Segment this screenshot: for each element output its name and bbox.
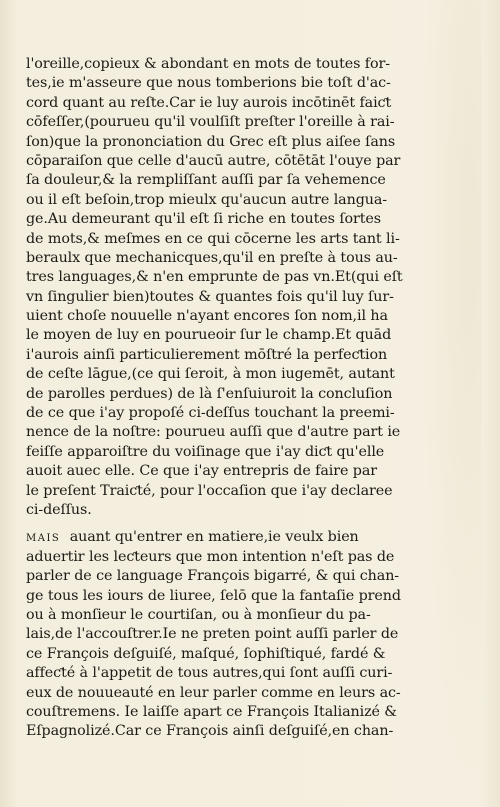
- text-line: l'oreille,copieux & abondant en mots de toutes for-: [26, 56, 390, 72]
- text-line: i'aurois ainſi particulierement mōſtré la perfeƈtion: [26, 346, 388, 363]
- text-line: ge tous les iours de liuree, ſelō que la fantaſie prend: [26, 587, 401, 604]
- paragraph-gap: [26, 520, 458, 528]
- opening-line-text: auant qu'entrer en matiere,ie veulx bien: [69, 529, 359, 546]
- text-line: de mots,& meſmes en ce qui cōcerne les arts tant li-: [26, 230, 400, 247]
- text-line: de ce que i'ay propoſé ci-deſſus touchant la preemi-: [26, 405, 395, 422]
- opening-word: MAIS: [26, 533, 61, 545]
- paragraph-opening-line: [26, 528, 458, 547]
- text-line: Eſpagnolizé.Car ce François ainſi deſguiſé,en chan-: [26, 723, 394, 740]
- text-line: cord quant au reſte.Car ie luy aurois incōtinēt faiƈt: [26, 94, 392, 111]
- text-line: uient choſe nouuelle n'ayant encores ſon nom,il ha: [26, 308, 388, 325]
- text-line: ci-deſſus.: [26, 501, 92, 518]
- text-line: le moyen de luy en pourueoir ſur le champ.Et quād: [26, 327, 392, 344]
- text-line: aduertir les leƈteurs que mon intention n'eſt pas de: [26, 548, 395, 565]
- text-line: lais,de l'accouſtrer.Ie ne preten point auſſi parler de: [26, 626, 399, 643]
- text-line: ſa douleur,& la rempliſſant auſſi par ſa vehemence: [26, 172, 386, 189]
- text-line: tes,ie m'asseure que nous tomberions bie toſt d'ac-: [26, 75, 391, 92]
- text-line: parler de ce language François bigarré, & qui chan-: [26, 568, 400, 585]
- text-line: tres languages,& n'en emprunte de pas vn.Et(qui eſt: [26, 269, 403, 286]
- text-line: ge.Au demeurant qu'il eſt ſi riche en toutes ſortes: [26, 211, 382, 228]
- text-line: de parolles perdues) de là ſ'enſuiuroit la concluſion: [26, 385, 393, 402]
- text-line: cōfeſſer,(pourueu qu'il voulſiſt preſter l'oreille à rai-: [26, 114, 395, 131]
- text-line: auoit auec elle. Ce que i'ay entrepris de faire par: [26, 463, 378, 480]
- text-line: de ceſte lāgue,(ce qui ſeroit, à mon iugemēt, autant: [26, 366, 395, 383]
- text-line: ou à monſieur le courtiſan, ou à monſieur du pa-: [26, 606, 371, 623]
- text-line: ſon)que la prononciation du Grec eſt plus aiſee ſans: [26, 133, 396, 150]
- text-line: cōparaiſon que celle d'aucū autre, cōtētāt l'ouye par: [26, 152, 401, 169]
- text-line: eux de nouueauté en leur parler comme en leurs ac-: [26, 684, 401, 701]
- text-line: affeƈté à l'appetit de tous autres,qui ſont auſſi curi-: [26, 665, 393, 682]
- text-line: ou il eſt beſoin,trop mieulx qu'aucun autre langua-: [26, 191, 388, 208]
- text-line: le preſent Traiƈté, pour l'occaſion que i'ay declaree: [26, 482, 393, 499]
- text-line: beraulx que mechanicques,qu'il en preſte à tous au-: [26, 249, 398, 266]
- text-line: feiſſe apparoiſtre du voiſinage que i'ay diƈt qu'elle: [26, 443, 385, 460]
- text-line: vn ſingulier bien)toutes & quantes fois qu'il luy ſur-: [26, 288, 394, 305]
- text-line: couſtremens. Ie laiſſe apart ce François Italianizé &: [26, 703, 397, 720]
- page-text: [26, 55, 458, 742]
- text-line: ce François deſguiſé, maſqué, ſophiſtiqué, fardé &: [26, 645, 386, 662]
- text-line: nence de la noſtre: pourueu auſſi que d'autre part ie: [26, 424, 401, 441]
